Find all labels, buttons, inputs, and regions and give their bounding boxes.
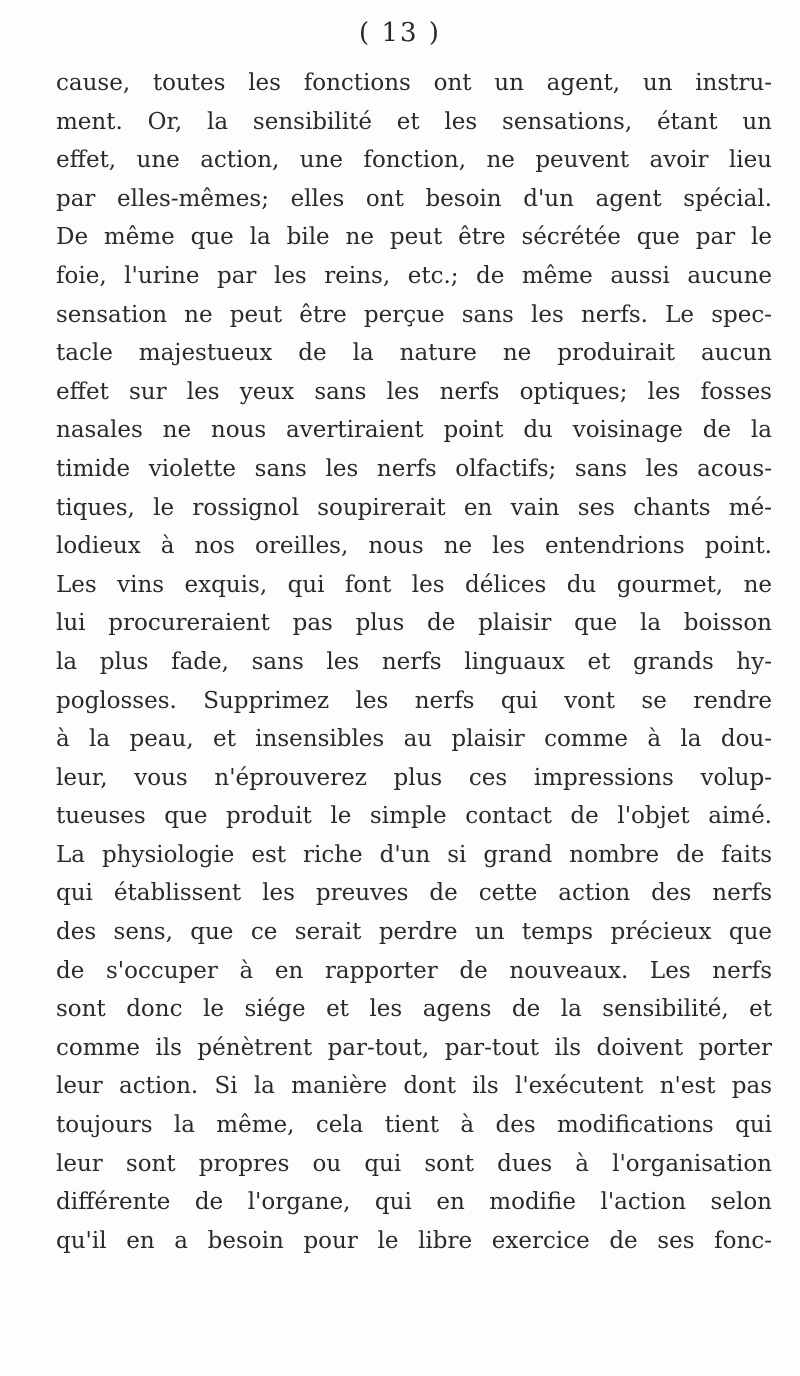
text-line: leur sont propres ou qui sont dues à l'organisation <box>56 1150 772 1177</box>
text-line: sensation ne peut être perçue sans les nerfs. Le spec- <box>56 301 772 328</box>
text-line: la plus fade, sans les nerfs linguaux et grands hy- <box>56 648 772 675</box>
text-line: effet sur les yeux sans les nerfs optiques; les fosses <box>56 378 772 405</box>
body-text <box>56 64 772 1260</box>
text-line: à la peau, et insensibles au plaisir comme à la dou- <box>56 726 772 753</box>
text-line: comme ils pénètrent par-tout, par-tout ils doivent porter <box>56 1034 772 1061</box>
text-line: sont donc le siége et les agens de la sensibilité, et <box>56 996 772 1023</box>
text-line: tiques, le rossignol soupirerait en vain ses chants mé- <box>56 494 772 521</box>
text-line: qui établissent les preuves de cette action des nerfs <box>56 880 772 907</box>
text-line: tacle majestueux de la nature ne produirait aucun <box>56 340 772 367</box>
text-line: tueuses que produit le simple contact de l'objet aimé. <box>56 803 772 830</box>
text-line: Les vins exquis, qui font les délices du gourmet, ne <box>56 571 772 598</box>
text-line: poglosses. Supprimez les nerfs qui vont se rendre <box>56 687 772 714</box>
text-line: des sens, que ce serait perdre un temps précieux que <box>56 919 772 946</box>
text-line: par elles-mêmes; elles ont besoin d'un agent spécial. <box>56 185 772 212</box>
text-line: nasales ne nous avertiraient point du voisinage de la <box>56 417 772 444</box>
text-line: La physiologie est riche d'un si grand nombre de faits <box>56 841 772 868</box>
text-line: différente de l'organe, qui en modifie l'action selon <box>56 1189 772 1216</box>
text-line: qu'il en a besoin pour le libre exercice de ses fonc- <box>56 1227 772 1254</box>
text-line: lui procureraient pas plus de plaisir que la boisson <box>56 610 772 637</box>
text-line: leur, vous n'éprouverez plus ces impressions volup- <box>56 764 772 791</box>
text-line: leur action. Si la manière dont ils l'exécutent n'est pas <box>56 1073 772 1100</box>
text-line: lodieux à nos oreilles, nous ne les entendrions point. <box>56 533 772 560</box>
text-line: effet, une action, une fonction, ne peuvent avoir lieu <box>56 147 772 174</box>
text-line: cause, toutes les fonctions ont un agent, un instru- <box>56 70 772 96</box>
text-line: timide violette sans les nerfs olfactifs; sans les acous- <box>56 455 772 482</box>
text-line: ment. Or, la sensibilité et les sensations, étant un <box>56 108 772 135</box>
text-line: De même que la bile ne peut être sécrétée que par le <box>56 224 772 251</box>
text-line: de s'occuper à en rapporter de nouveaux. Les nerfs <box>56 957 772 984</box>
text-line: foie, l'urine par les reins, etc.; de même aussi aucune <box>56 262 772 289</box>
page-number: ( 13 ) <box>359 18 441 48</box>
text-line: toujours la même, cela tient à des modifications qui <box>56 1112 772 1139</box>
